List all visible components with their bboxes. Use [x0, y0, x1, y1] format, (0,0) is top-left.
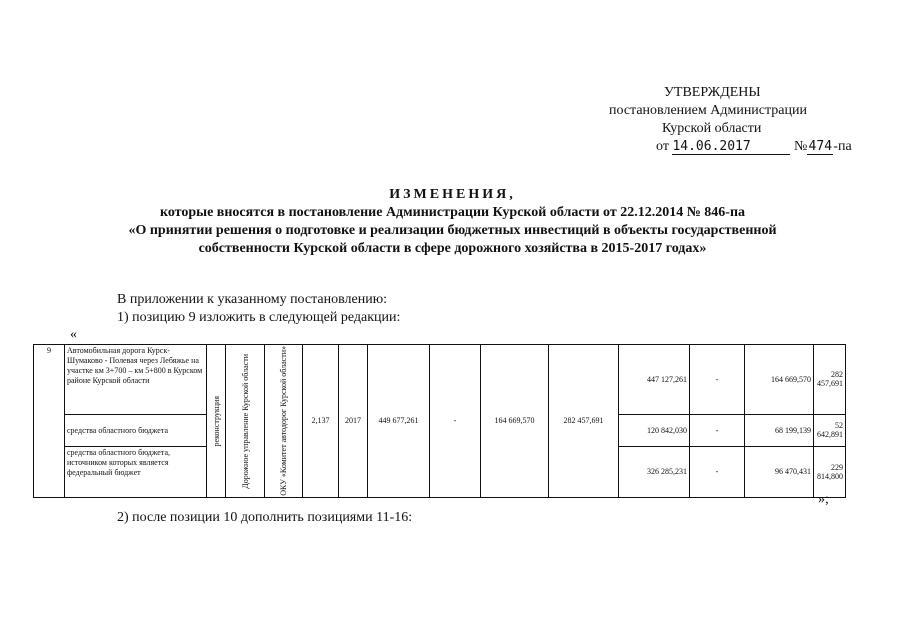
row1-v4: 282 457,691 [814, 345, 846, 415]
total-col-b: 164 669,570 [481, 345, 549, 498]
doc-subtitle-2: «О принятии решения о подготовке и реализации бюджетных инвестиций в объекты государственной [128, 223, 777, 238]
approval-title: УТВЕРЖДЕНЫ [664, 85, 761, 100]
row2-v2: - [690, 414, 745, 446]
work-type-cell [207, 345, 226, 498]
total-col-c: 282 457,691 [549, 345, 619, 498]
row3-v1: 326 285,231 [619, 446, 690, 497]
number-prefix: № [793, 139, 808, 154]
number-suffix: -па [833, 139, 852, 154]
approval-number: 474 [808, 139, 833, 154]
item-2-text: 2) после позиции 10 дополнить позициями 11-16: [117, 510, 413, 525]
row3-v2: - [690, 446, 745, 497]
row1-v3: 164 669,570 [745, 345, 814, 415]
developer: ОКУ «Комитет автодорог Курской области» [279, 346, 288, 496]
developer-cell [265, 345, 303, 498]
quote-close: »; [818, 492, 829, 507]
row2-v4: 52 642,891 [814, 414, 846, 446]
approval-issuer: постановлением Администрации [609, 103, 807, 118]
doc-heading: ИЗМЕНЕНИЯ, [389, 187, 516, 202]
row2-v1: 120 842,030 [619, 414, 690, 446]
doc-subtitle-3: собственности Курской области в сфере дорожного хозяйства в 2015-2017 годах» [198, 241, 707, 256]
total-dash: - [430, 345, 481, 498]
customer-cell [226, 345, 265, 498]
position-number: 9 [34, 345, 65, 498]
approval-region: Курской области [662, 121, 762, 136]
intro-text: В приложении к указанному постановлению: [117, 292, 388, 307]
row1-v1: 447 127,261 [619, 345, 690, 415]
total-cost: 449 677,261 [368, 345, 430, 498]
object-name: Автомобильная дорога Курск-Шумаково - Полевая через Лебяжье на участке км 3+700 – км 5+800 в Курском районе Курской области [65, 345, 207, 415]
doc-subtitle-1: которые вносятся в постановление Администрации Курской области от 22.12.2014 № 846-па [159, 205, 746, 220]
customer: Дорожное управление Курской области [240, 353, 250, 489]
work-type: реконструкция [211, 395, 221, 447]
quote-open: « [70, 327, 77, 342]
approval-date: 14.06.2017 [672, 139, 790, 155]
row3-label: средства областного бюджета, источником которых является федеральный бюджет [65, 446, 207, 497]
year: 2017 [339, 345, 368, 498]
approval-date-line [656, 138, 852, 156]
row2-label: средства областного бюджета [65, 414, 207, 446]
row3-v3: 96 470,431 [745, 446, 814, 497]
position-9-table [33, 344, 846, 498]
date-prefix: от [656, 139, 669, 154]
item-1-text: 1) позицию 9 изложить в следующей редакции: [117, 310, 401, 325]
row1-v2: - [690, 345, 745, 415]
capacity: 2,137 [303, 345, 339, 498]
row3-v4: 229 814,800 [814, 446, 846, 497]
row2-v3: 68 199,139 [745, 414, 814, 446]
